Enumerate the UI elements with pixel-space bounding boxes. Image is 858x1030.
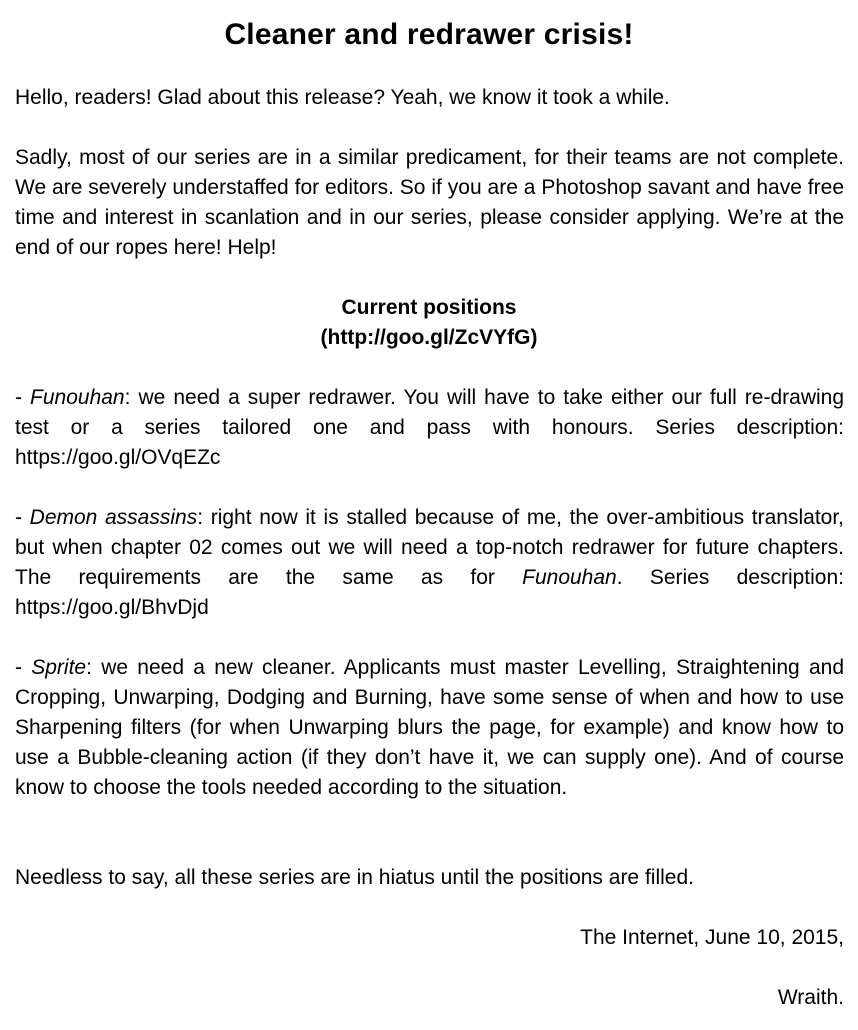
greeting-paragraph: Hello, readers! Glad about this release? Yeah, we know it took a while. (15, 86, 670, 109)
item-text-after: . Series description: https://goo.gl/BhvDjd (15, 566, 844, 619)
signature-name: Wraith. (777, 986, 844, 1009)
series-name-funouhan: Funouhan (30, 386, 125, 409)
series-name-sprite: Sprite (31, 656, 87, 679)
signature-date: The Internet, June 10, 2015, (580, 926, 844, 949)
document-title: Cleaner and redrawer crisis! (224, 18, 634, 51)
position-item-demon-assassins (15, 503, 844, 623)
item-text-before: : right now it is stalled because of me, the over-ambitious translator, but when chapter 02 comes out we will need a top-notch redrawer for future chapters. The requirements are the same as for (15, 506, 845, 589)
item-text: : we need a super redrawer. You will have to take either our full re-drawing test or a series tailored one and pass with honours. Series description: https://goo.gl/OVqEZc (15, 386, 845, 469)
position-item-funouhan (15, 383, 844, 473)
item-prefix: - (15, 386, 31, 409)
item-text: : we need a new cleaner. Applicants must master Levelling, Straightening and Cropping, Unwarping, Dodging and Burning, have some sense of when and how to use Sharpening filters (for when Unwarping blurs the page, for example) and know how to use a Bubble-cleaning action (if they don’t have it, we can supply one). And of course know to choose the tools needed according to the situation. (15, 656, 845, 799)
series-name-demon-assassins: Demon assassins (29, 506, 198, 529)
positions-link[interactable]: (http://goo.gl/ZcVYfG) (320, 326, 538, 349)
item-prefix: - (15, 656, 32, 679)
position-item-sprite (15, 653, 844, 803)
appeal-paragraph: Sadly, most of our series are in a similar predicament, for their teams are not complete. We are severely understaffed for editors. So if you are a Photoshop savant and have free time and interest in scanlation and in our series, please consider applying. We’re at the end of our ropes here! Help! (15, 146, 844, 259)
closing-paragraph: Needless to say, all these series are in hiatus until the positions are filled. (15, 866, 694, 889)
positions-heading-block (0, 293, 858, 353)
item-prefix: - (15, 506, 30, 529)
series-ref-funouhan: Funouhan (522, 566, 617, 589)
positions-heading: Current positions (341, 296, 517, 319)
